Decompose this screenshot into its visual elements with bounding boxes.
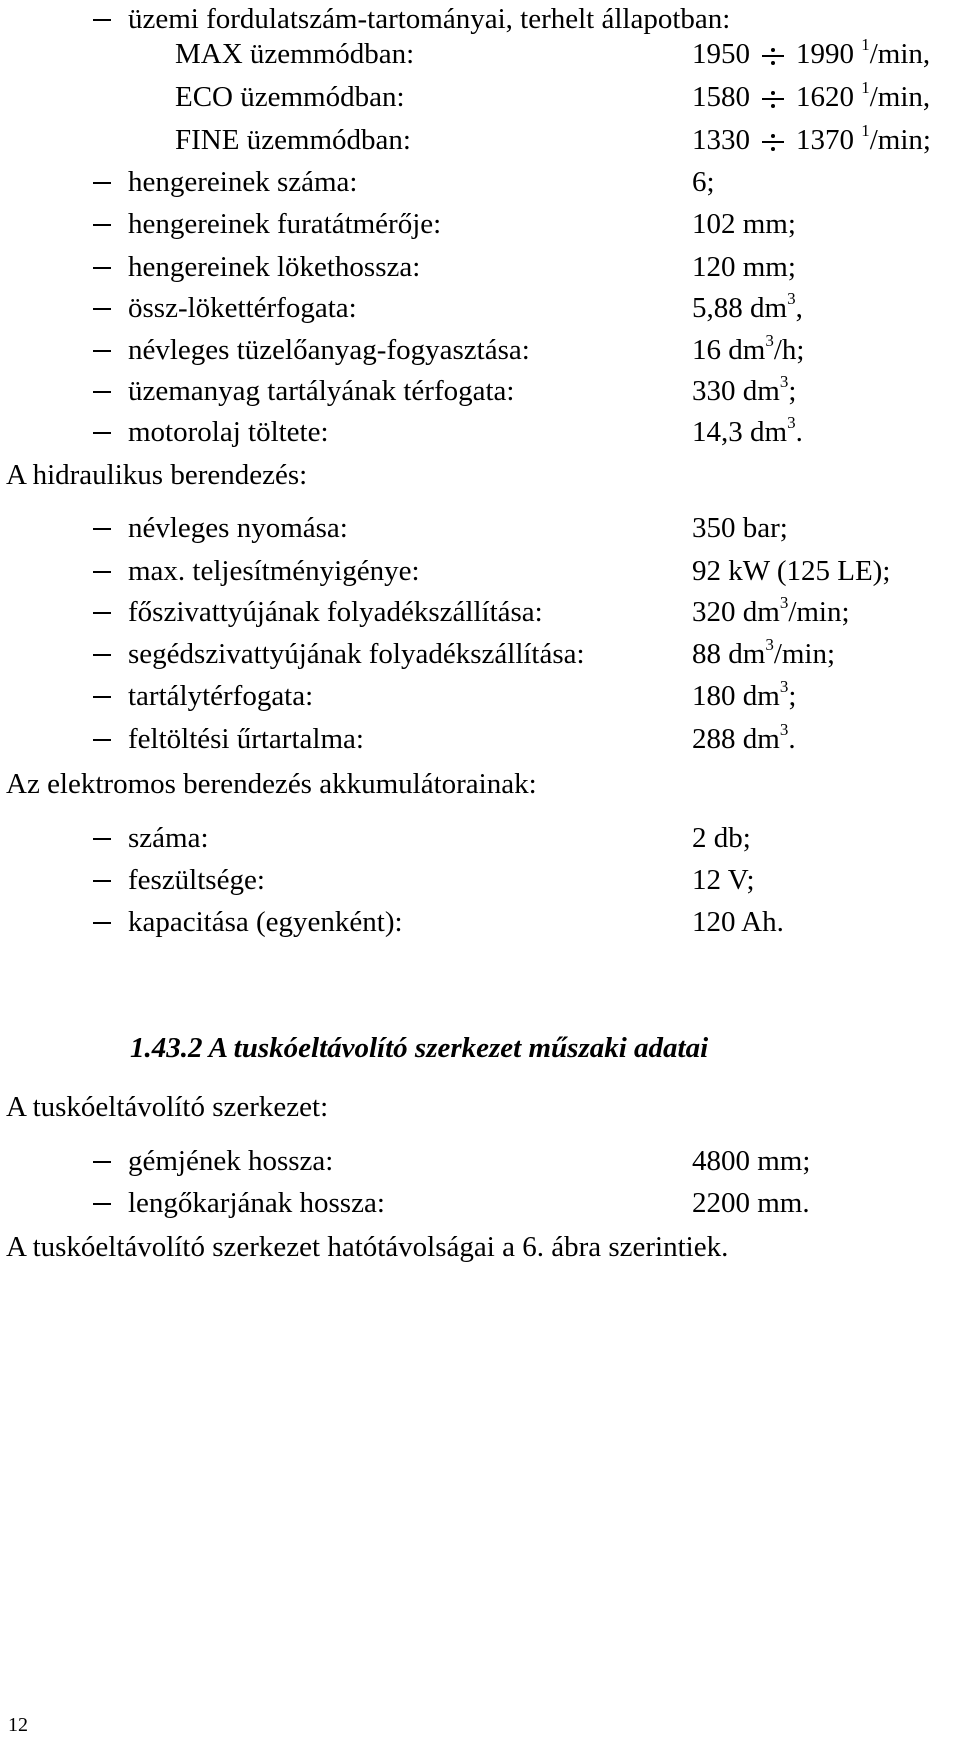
list-dash xyxy=(93,612,111,614)
spec-value xyxy=(692,210,796,239)
mode-range xyxy=(692,121,931,156)
list-dash xyxy=(93,696,111,698)
spec-value xyxy=(692,413,803,448)
value-text: 6; xyxy=(692,166,715,198)
spec-label: össz-lökettérfogata: xyxy=(128,292,357,324)
spec-value xyxy=(692,908,784,937)
spec-value xyxy=(692,593,850,628)
spec-label: tartálytérfogata: xyxy=(128,680,314,712)
hydraulic-heading: A hidraulikus berendezés: xyxy=(6,459,308,491)
range-separator-icon xyxy=(760,46,786,66)
list-dash xyxy=(93,880,111,882)
value-suffix: . xyxy=(788,723,796,755)
list-dash xyxy=(93,350,111,352)
value-text: 102 mm; xyxy=(692,208,796,240)
spec-value xyxy=(692,253,796,282)
value-superscript: 3 xyxy=(779,720,789,739)
value-text: 320 dm xyxy=(692,596,780,628)
spec-value xyxy=(692,635,836,670)
value-suffix: /min; xyxy=(788,596,850,628)
spec-value xyxy=(692,720,796,755)
range-to: 1990 xyxy=(796,38,854,70)
value-text: 2200 mm. xyxy=(692,1187,810,1219)
spec-label: max. teljesítményigénye: xyxy=(128,555,420,587)
list-dash xyxy=(93,654,111,656)
spec-value xyxy=(692,866,755,895)
spec-label: feltöltési űrtartalma: xyxy=(128,723,364,755)
spec-label: lengőkarjának hossza: xyxy=(128,1187,385,1219)
value-text: 12 V; xyxy=(692,864,755,896)
list-dash xyxy=(93,1161,111,1163)
list-dash xyxy=(93,182,111,184)
value-text: 180 dm xyxy=(692,680,780,712)
spec-label: névleges tüzelőanyag-fogyasztása: xyxy=(128,334,530,366)
spec-label: hengereinek furatátmérője: xyxy=(128,208,442,240)
value-suffix: ; xyxy=(788,375,797,407)
mode-label: MAX üzemmódban: xyxy=(175,38,415,70)
value-text: 2 db; xyxy=(692,822,751,854)
spec-label: névleges nyomása: xyxy=(128,512,348,544)
value-suffix: /min; xyxy=(773,638,836,670)
value-superscript: 3 xyxy=(779,677,789,696)
unit-superscript: 1 xyxy=(861,121,870,140)
value-superscript: 3 xyxy=(787,289,796,308)
value-superscript: 3 xyxy=(779,593,789,612)
range-separator-icon xyxy=(760,89,786,109)
value-text: 16 dm xyxy=(692,334,766,366)
list-dash xyxy=(93,838,111,840)
spec-label: főszivattyújának folyadékszállítása: xyxy=(128,596,543,628)
spec-value xyxy=(692,514,788,543)
stump-heading: A tuskóeltávolító szerkezet: xyxy=(6,1091,329,1123)
value-superscript: 3 xyxy=(765,331,774,350)
unit-superscript: 1 xyxy=(861,35,870,54)
range-unit: /min, xyxy=(869,38,931,70)
value-text: 14,3 dm xyxy=(692,416,788,448)
spec-label: segédszivattyújának folyadékszállítása: xyxy=(128,638,585,670)
value-superscript: 3 xyxy=(765,635,774,654)
list-dash xyxy=(93,19,111,21)
list-dash xyxy=(93,267,111,269)
range-from: 1330 xyxy=(692,124,750,156)
list-dash xyxy=(93,1203,111,1205)
range-unit: /min, xyxy=(869,81,931,113)
spec-label: kapacitása (egyenként): xyxy=(128,906,403,938)
list-dash xyxy=(93,432,111,434)
spec-value xyxy=(692,824,751,853)
range-separator-icon xyxy=(760,132,786,152)
closing-text: A tuskóeltávolító szerkezet hatótávolságai a 6. ábra szerintiek. xyxy=(6,1231,729,1263)
range-from: 1580 xyxy=(692,81,750,113)
mode-range xyxy=(692,78,931,113)
value-text: 92 kW (125 LE); xyxy=(692,555,891,587)
spec-value xyxy=(692,557,890,586)
range-to: 1370 xyxy=(796,124,854,156)
spec-value xyxy=(692,1147,810,1176)
mode-label: ECO üzemmódban: xyxy=(175,81,405,113)
value-text: 120 mm; xyxy=(692,251,796,283)
value-text: 88 dm xyxy=(692,638,766,670)
value-suffix: ; xyxy=(788,680,797,712)
spec-label: száma: xyxy=(128,822,209,854)
value-suffix: . xyxy=(795,416,803,448)
spec-value xyxy=(692,372,797,407)
value-text: 330 dm xyxy=(692,375,780,407)
spec-label: hengereinek száma: xyxy=(128,166,358,198)
list-dash xyxy=(93,739,111,741)
electric-heading: Az elektromos berendezés akkumulátorainak: xyxy=(6,768,537,800)
list-dash xyxy=(93,308,111,310)
spec-label: motorolaj töltete: xyxy=(128,416,329,448)
list-dash xyxy=(93,922,111,924)
mode-range xyxy=(692,35,931,70)
spec-label: üzemanyag tartályának térfogata: xyxy=(128,375,515,407)
spec-label: hengereinek lökethossza: xyxy=(128,251,421,283)
spec-label: feszültsége: xyxy=(128,864,265,896)
value-superscript: 3 xyxy=(779,372,789,391)
unit-superscript: 1 xyxy=(861,78,870,97)
list-dash xyxy=(93,224,111,226)
value-suffix: /h; xyxy=(773,334,805,366)
range-from: 1950 xyxy=(692,38,750,70)
spec-value xyxy=(692,168,715,197)
spec-value xyxy=(692,677,797,712)
list-dash xyxy=(93,571,111,573)
value-text: 120 Ah. xyxy=(692,906,784,938)
spec-value xyxy=(692,331,805,366)
value-suffix: , xyxy=(795,292,803,324)
value-superscript: 3 xyxy=(787,413,796,432)
range-to: 1620 xyxy=(796,81,854,113)
value-text: 5,88 dm xyxy=(692,292,788,324)
value-text: 288 dm xyxy=(692,723,780,755)
range-unit: /min; xyxy=(869,124,931,156)
page-number: 12 xyxy=(8,1714,28,1736)
section-title: 1.43.2 A tuskóeltávolító szerkezet műszaki adatai xyxy=(130,1032,709,1064)
mode-label: FINE üzemmódban: xyxy=(175,124,411,156)
list-dash xyxy=(93,528,111,530)
intro-item: üzemi fordulatszám-tartományai, terhelt állapotban: xyxy=(128,3,731,35)
value-text: 4800 mm; xyxy=(692,1145,811,1177)
value-text: 350 bar; xyxy=(692,512,788,544)
spec-value xyxy=(692,1189,810,1218)
list-dash xyxy=(93,391,111,393)
spec-label: gémjének hossza: xyxy=(128,1145,334,1177)
spec-value xyxy=(692,289,803,324)
